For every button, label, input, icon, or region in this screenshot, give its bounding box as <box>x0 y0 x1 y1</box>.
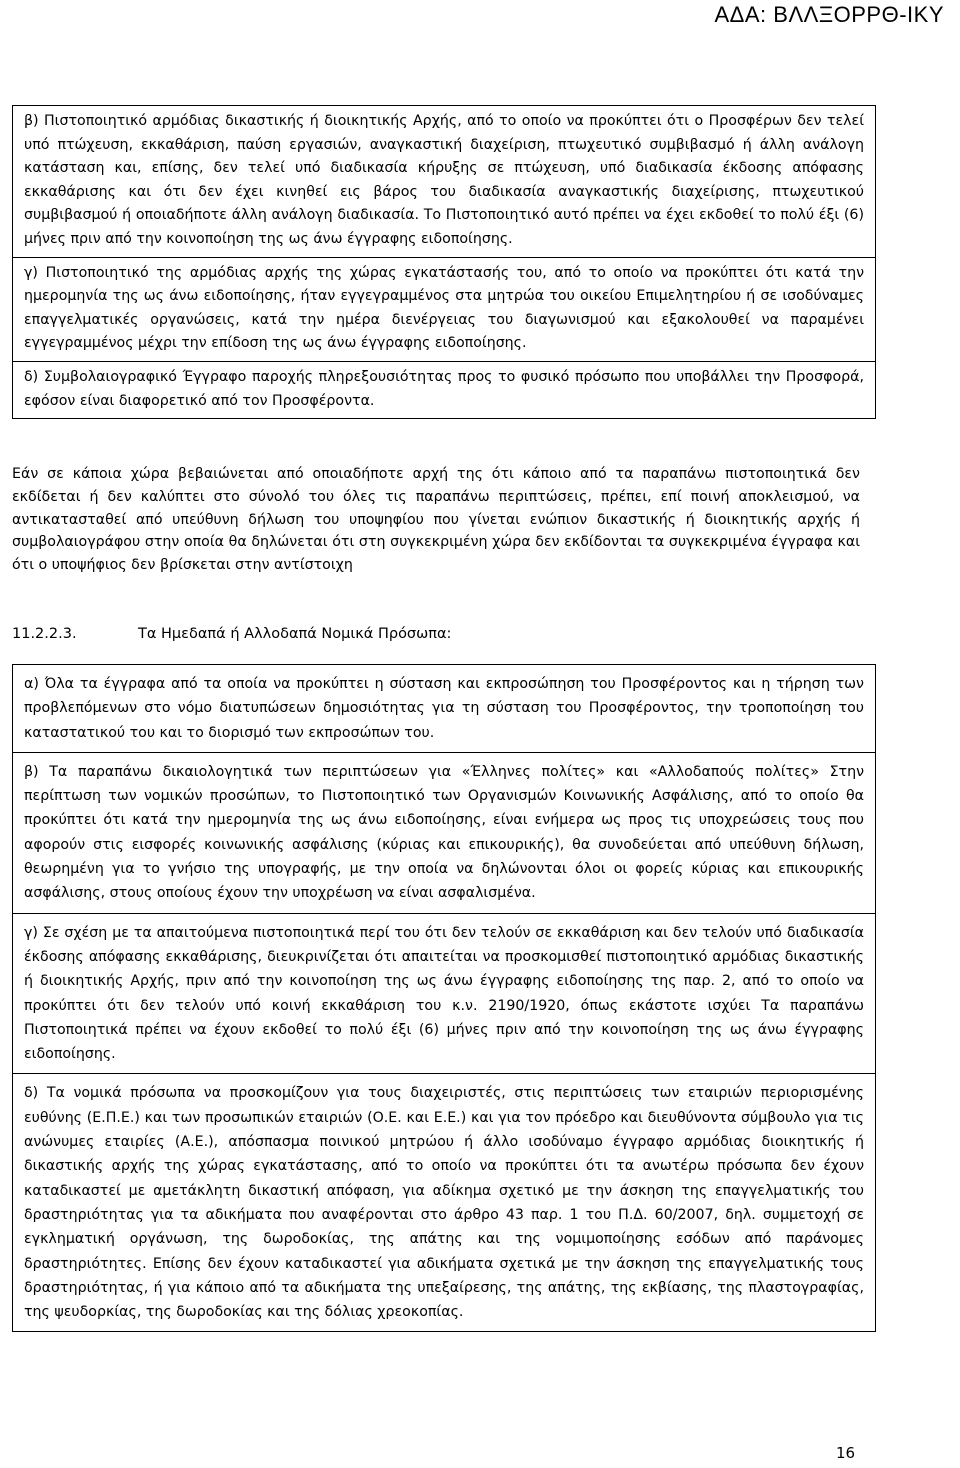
paragraph-a-legal-documents: α) Όλα τα έγγραφα από τα οποία να προκύπτει η σύσταση και εκπροσώπηση του Προσφέροντος και η τήρηση των προβλεπόμενων στο νόμο διατυπώσεων δημοσιότητας για τη σύσταση του Προσφέροντος, την τροποποίηση του καταστατικού του και το διορισμό των εκπροσώπων του. <box>24 676 864 741</box>
paragraph-b-certificate: β) Πιστοποιητικό αρμόδιας δικαστικής ή διοικητικής Αρχής, από το οποίο να προκύπτει ότι ο Προσφέρων δεν τελεί υπό πτώχευση, εκκαθάριση, παύση εργασιών, αναγκαστική διαχείριση, πτωχευτικό συμβιβασμό ή άλλη ανάλογη κατάσταση και, επίσης, δεν τελεί υπό διαδικασία κήρυξης σε πτώχευση, υπό διαδικασία έκδοσης απόφασης εκκαθάρισης και ότι δεν έχει κινηθεί εις βάρος του διαδικασία αναγκαστικής διαχείρισης, πτωχευτικού συμβιβασμού ή οποιαδήποτε άλλη ανάλογη διαδικασία. Το Πιστοποιητικό αυτό πρέπει να έχει εκδοθεί το πολύ έξι (6) μήνες πριν από την κοινοποίηση της ως άνω έγγραφης ειδοποίησης. <box>24 113 864 247</box>
paragraph-c-liquidation-certificate: γ) Σε σχέση με τα απαιτούμενα πιστοποιητικά περί του ότι δεν τελούν σε εκκαθάριση και δεν τελούν υπό διαδικασία έκδοσης απόφασης εκκαθάρισης, διευκρινίζεται ότι απαιτείται να προσκομισθεί πιστοποιητικό αρμόδιας δικαστικής ή διοικητικής Αρχής, πριν από την κοινοποίηση της ως άνω έγγραφης ειδοποίησης της παρ. 2, από το οποίο να προκύπτει ότι δεν τελούν υπό κοινή εκκαθάριση του κ.ν. 2190/1920, όπως εκάστοτε ισχύει Τα παραπάνω Πιστοποιητικά πρέπει να έχουν εκδοθεί το πολύ έξι (6) μήνες πριν από την κοινοποίηση της ως άνω έγγραφης ειδοποίησης. <box>13 913 875 1074</box>
page-number: 16 <box>836 1444 856 1462</box>
paragraph-c-chamber-certificate: γ) Πιστοποιητικό της αρμόδιας αρχής της χώρας εγκατάστασής του, από το οποίο να προκύπτει ότι κατά την ημερομηνία της ως άνω ειδοποίησης, ήταν εγγεγραμμένος στα μητρώα του οικείου Επιμελητηρίου ή σε ισοδύναμες επαγγελματικές οργανώσεις, κατά την ημέρα διενέργειας του διαγωνισμού και εξακολουθεί να παραμένει εγγεγραμμένος μέχρι την επίδοση της ως άνω έγγραφης ειδοποίησης. <box>13 257 875 361</box>
paragraph-b-social-insurance: β) Τα παραπάνω δικαιολογητικά των περιπτώσεων για «Έλληνες πολίτες» και «Αλλοδαπούς πολίτες» Στην περίπτωση των νομικών προσώπων, το Πιστοποιητικό των Οργανισμών Κοινωνικής Ασφάλισης, από το οποίο θα προκύπτει ότι κατά την ημερομηνία της ως άνω ειδοποίησης, είναι ενήμερα ως προς τις υποχρεώσεις τους που αφορούν στις εισφορές κοινωνικής ασφάλισης (κύριας και επικουρικής), θα συνοδεύεται από υπεύθυνη δήλωση, θεωρημένη για το γνήσιο της υπογραφής, με την οποία να δηλώνονται όλοι οι φορείς κύριας και επικουρικής ασφάλισης, στους οποίους έχουν την υποχρέωση να είναι ασφαλισμένα. <box>13 752 875 913</box>
document-code: ΑΔΑ: ΒΛΛΞΟΡΡΘ-ΙΚΥ <box>714 2 944 27</box>
substitute-declaration-paragraph: Εάν σε κάποια χώρα βεβαιώνεται από οποιαδήποτε αρχή της ότι κάποιο από τα παραπάνω πιστοποιητικά δεν εκδίδεται ή δεν καλύπτει στο σύνολό του όλες τις παραπάνω περιπτώσεις, πρέπει, επί ποινή αποκλεισμού, να αντικατασταθεί από υπεύθυνη δήλωση του υποψηφίου που γίνεται ενώπιον δικαστικής ή διοικητικής αρχής ή συμβολαιογράφου στην οποία θα δηλώνεται ότι στη συγκεκριμένη χώρα δεν εκδίδονται τα συγκεκριμένα έγγραφα και ότι ο υποψήφιος δεν βρίσκεται στην αντίστοιχη <box>12 466 860 574</box>
requirements-box-1 <box>12 105 876 419</box>
paragraph-d-criminal-record: δ) Τα νομικά πρόσωπα να προσκομίζουν για τους διαχειριστές, στις περιπτώσεις των εταιριών περιορισμένης ευθύνης (Ε.Π.Ε.) και των προσωπικών εταιριών (Ο.Ε. και Ε.Ε.) και για τον πρόεδρο και διευθύνοντα σύμβουλο για τις ανώνυμες εταιρίες (Α.Ε.), απόσπασμα ποινικού μητρώου ή άλλο ισοδύναμο έγγραφο αρμόδιας διοικητικής ή δικαστικής αρχής της χώρας εγκατάστασης, από το οποίο να προκύπτει ότι τα ανωτέρω πρόσωπα δεν έχουν καταδικαστεί με αμετάκλητη δικαστική απόφαση, για αδίκημα σχετικό με την άσκηση της επαγγελματικής του δραστηριότητας για τα αδικήματα που αναφέρονται στο άρθρο 43 παρ. 1 του Π.Δ. 60/2007, δηλ. συμμετοχή σε εγκληματική οργάνωση, της δωροδοκίας, της απάτης και της νομιμοποίησης εσόδων από παράνομες δραστηριότητες. Επίσης δεν έχουν καταδικαστεί για αδικήματα σχετικά με την άσκηση της επαγγελματικής τους δραστηριότητας, ή για κάποιο από τα αδικήματα της υπεξαίρεσης, της απάτης, της εκβίασης, της πλαστογραφίας, της ψευδορκίας, της δωροδοκίας και της δόλιας χρεοκοπίας. <box>13 1073 875 1331</box>
section-heading <box>12 622 451 646</box>
section-title: Τα Ημεδαπά ή Αλλοδαπά Νομικά Πρόσωπα: <box>138 626 452 642</box>
paragraph-d-power-of-attorney: δ) Συμβολαιογραφικό Έγγραφο παροχής πληρεξουσιότητας προς το φυσικό πρόσωπο που υποβάλλει την Προσφορά, εφόσον είναι διαφορετικό από τον Προσφέροντα. <box>13 361 875 418</box>
section-number: 11.2.2.3. <box>12 626 77 642</box>
requirements-box-2 <box>12 664 876 1332</box>
